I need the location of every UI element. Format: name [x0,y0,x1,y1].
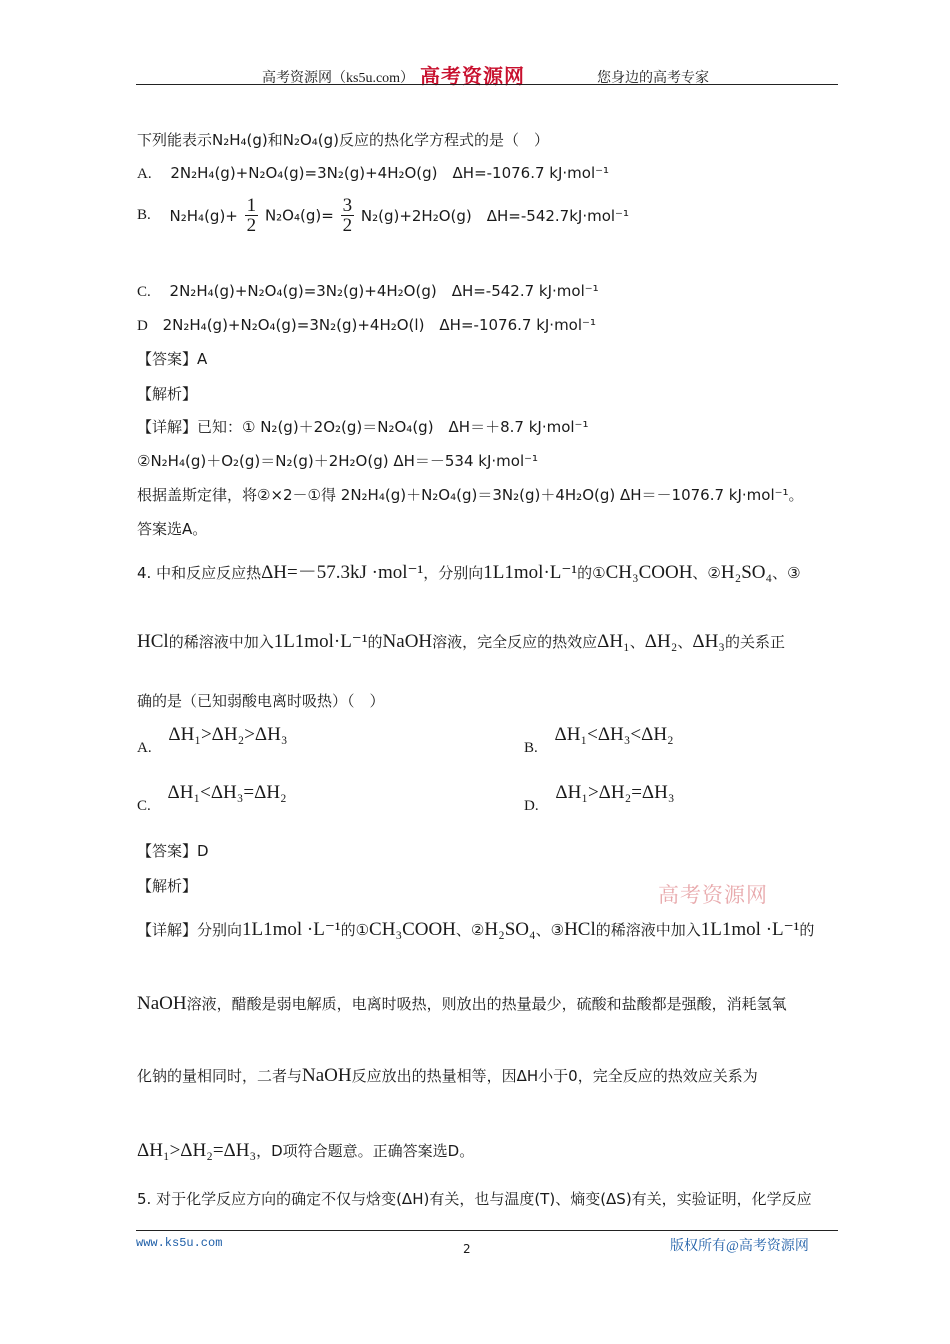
footer-rule [136,1230,838,1231]
q4-analysis: 【解析】 [137,877,198,895]
formula: HCl [137,631,169,652]
explanation-text: 的稀溶液中加入 [595,921,701,939]
stem-text: 、 [677,633,693,651]
header-logo: 高考资源网 [420,64,525,88]
stem-text: 4. 中和反应反应热 [137,564,262,582]
formula: ΔH₁ [597,631,630,652]
option-label: A. [137,166,152,182]
q4-option-a [137,724,288,757]
formula: CH₃COOH [369,919,456,940]
formula: ΔH₂ [644,631,678,652]
q4-explanation-line-3 [137,1065,758,1087]
option-text: 2N₂H₄(g)+N₂O₄(g)=3N₂(g)+4H₂O(g) ΔH=-1076.7 kJ·mol⁻¹ [170,164,610,182]
formula: H₂SO₄ [720,562,773,583]
q3-option-d [137,314,596,335]
stem-text: 、③ [772,564,801,582]
formula: CH₃COOH [605,562,693,583]
option-label: B. [137,207,151,223]
watermark-logo: 高考资源网 [658,883,768,907]
footer-site-link[interactable]: www.ks5u.com [136,1236,223,1250]
explanation-text: 反应放出的热量相等，因ΔH小于0，完全反应的热效应关系为 [351,1067,758,1085]
stem-text: 的① [577,564,606,582]
option-label: B. [524,740,538,756]
page-number: 2 [463,1242,471,1256]
fraction-three-halves: $\frac{3}{2}$ [342,195,353,236]
option-text-part: N₂O₄(g)= [264,206,334,225]
header-slogan: 您身边的高考专家 [597,71,709,86]
formula: 1L1mol·L⁻¹ [273,631,368,652]
q4-option-d [524,782,675,815]
explanation-text: 化钠的量相同时，二者与 [137,1067,303,1085]
explanation-text: 、③ [535,921,565,939]
q5-stem: 5. 对于化学反应方向的确定不仅与焓变(ΔH)有关，也与温度(T)、熵变(ΔS)有关，实验证明，化学反应 [137,1190,812,1208]
formula: 1L1mol·L⁻¹ [483,562,578,583]
stem-text: 的关系正 [724,633,785,651]
stem-text: 的 [367,633,383,651]
q4-stem-line-3: 确的是（已知弱酸电离时吸热）（ ） [137,692,385,710]
formula: HCl [564,919,596,940]
option-text: ΔH₁<ΔH₃=ΔH₂ [167,782,287,803]
option-label: C. [137,284,151,300]
formula: NaOH [137,993,187,1014]
stem-text: 、② [692,564,721,582]
formula: ΔH=－57.3kJ ·mol⁻¹ [261,562,424,583]
q3-option-a [137,162,609,183]
option-text: 2N₂H₄(g)+N₂O₄(g)=3N₂(g)+4H₂O(g) ΔH=-542.7 kJ·mol⁻¹ [169,282,599,300]
formula: 1L1mol ·L⁻¹ [242,919,341,940]
explanation-text: 、② [455,921,485,939]
option-text-part: N₂H₄(g)+ [169,206,238,225]
option-label: C. [137,798,151,814]
q4-option-b [524,724,674,757]
formula: H₂SO₄ [484,919,536,940]
q3-stem: 下列能表示N₂H₄(g)和N₂O₄(g)反应的热化学方程式的是（ ） [137,131,550,149]
formula: NaOH [382,631,433,652]
stem-text: 、 [629,633,645,651]
option-label: A. [137,740,152,756]
formula: ΔH₁>ΔH₂=ΔH₃ [137,1140,257,1161]
explanation-text: 的 [799,921,815,939]
stem-text: ，分别向 [423,564,484,582]
explanation-text: 溶液，醋酸是弱电解质，电离时吸热，则放出的热量最少，硫酸和盐酸都是强酸，消耗氢氧 [186,995,787,1013]
q3-detail-4: 答案选A。 [137,520,208,538]
option-label: D. [524,798,539,814]
option-text: 2N₂H₄(g)+N₂O₄(g)=3N₂(g)+4H₂O(l) ΔH=-1076.7 kJ·mol⁻¹ [162,316,596,334]
formula: 1L1mol ·L⁻¹ [700,919,800,940]
q3-analysis: 【解析】 [137,385,198,403]
q4-stem-line-2 [137,630,785,653]
stem-text: 的稀溶液中加入 [168,633,274,651]
option-text: ΔH₁>ΔH₂>ΔH₃ [168,724,288,745]
header-rule [136,84,838,85]
formula: NaOH [302,1065,352,1086]
q3-answer: 【答案】A [137,350,208,368]
q3-detail-3: 根据盖斯定律，将②×2－①得 2N₂H₄(g)＋N₂O₄(g)＝3N₂(g)＋4H₂O(g) ΔH＝－1076.7 kJ·mol⁻¹。 [137,486,804,504]
q3-option-b [137,196,629,235]
q4-explanation-line-4 [137,1140,474,1162]
option-label: D [137,318,148,334]
stem-text: 溶液，完全反应的热效应 [432,633,598,651]
q3-option-c [137,280,599,301]
q3-detail-1: 【详解】已知：① N₂(g)＋2O₂(g)＝N₂O₄(g) ΔH＝＋8.7 kJ·mol⁻¹ [137,418,589,436]
explanation-text: 的① [340,921,370,939]
q4-answer: 【答案】D [137,842,209,860]
formula: ΔH₃ [692,631,725,652]
fraction-one-half: $\frac{1}{2}$ [246,195,257,236]
option-text: ΔH₁>ΔH₂=ΔH₃ [555,782,675,803]
q4-explanation-line-2 [137,993,787,1015]
footer-copyright: 版权所有@高考资源网 [670,1239,809,1254]
option-text: ΔH₁<ΔH₃<ΔH₂ [554,724,674,745]
q3-detail-2: ②N₂H₄(g)＋O₂(g)＝N₂(g)＋2H₂O(g) ΔH＝－534 kJ·mol⁻¹ [137,452,539,470]
header-site-text: 高考资源网（ks5u.com） [262,71,415,86]
q4-option-c [137,782,287,815]
explanation-text: 【详解】分别向 [137,921,243,939]
explanation-text: ，D项符合题意。正确答案选D。 [256,1142,475,1160]
option-text-part: N₂(g)+2H₂O(g) ΔH=-542.7kJ·mol⁻¹ [360,207,629,225]
q4-stem-line-1 [137,557,801,584]
q4-explanation-line-1 [137,918,814,941]
